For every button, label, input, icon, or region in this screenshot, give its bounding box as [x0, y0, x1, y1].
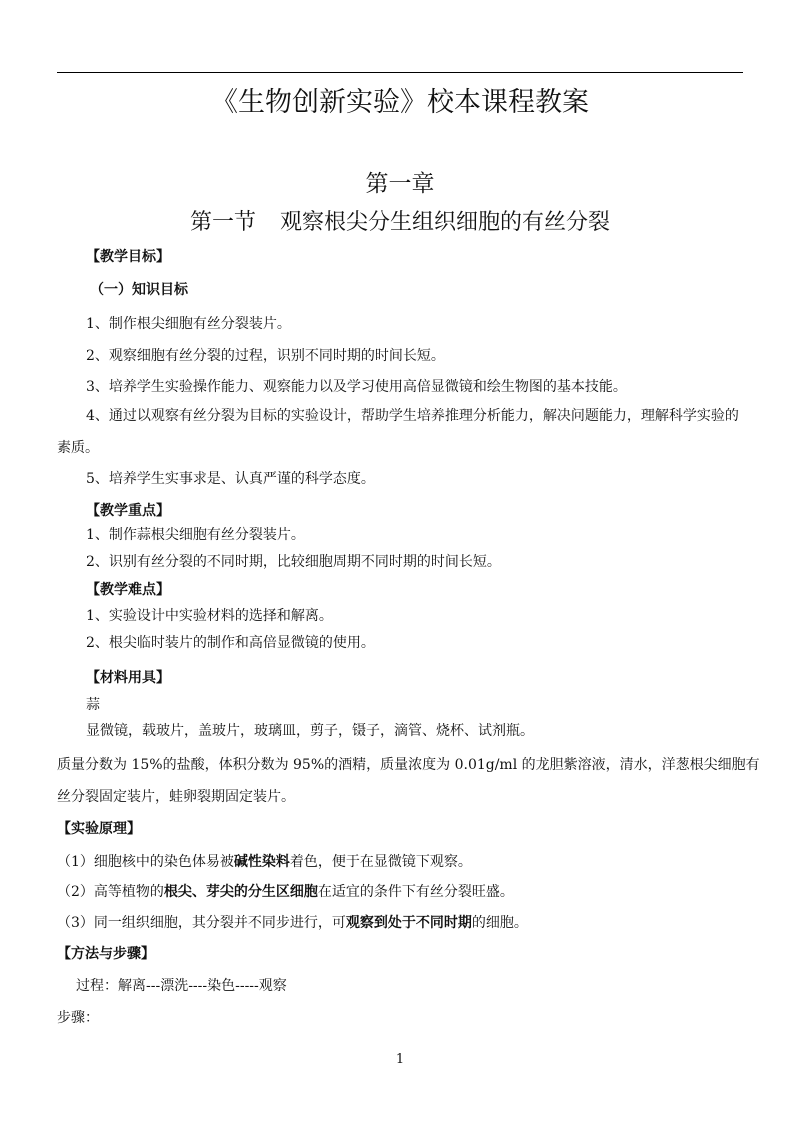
key-point-item: 1、制作蒜根尖细胞有丝分裂装片。	[86, 527, 305, 543]
page-number: 1	[395, 1052, 405, 1067]
section-number: 第一节	[189, 210, 256, 235]
materials-line: 蒜	[86, 697, 100, 713]
goal-item: 1、制作根尖细胞有丝分裂装片。	[86, 316, 291, 332]
method-process: 过程：解离---漂洗----染色-----观察	[76, 978, 287, 994]
difficulty-item: 1、实验设计中实验材料的选择和解离。	[86, 608, 333, 624]
materials-line: 质量分数为 15%的盐酸，体积分数为 95%的酒精，质量浓度为 0.01g/ml 的龙胆紫溶液，清水，洋葱根尖细胞有	[57, 757, 760, 773]
materials-line: 显微镜，载玻片，盖玻片，玻璃皿，剪子，镊子，滴管、烧杯、试剂瓶。	[86, 723, 534, 739]
method-steps: 步骤：	[57, 1010, 99, 1026]
principle-item: （1）细胞核中的染色体易被碱性染料着色，便于在显微镜下观察。	[57, 854, 472, 870]
section-title: 观察根尖分生组织细胞的有丝分裂	[280, 210, 611, 235]
difficulties-heading: 【教学难点】	[86, 582, 170, 598]
key-points-heading: 【教学重点】	[86, 503, 170, 519]
principle-item: （2）高等植物的根尖、芽尖的分生区细胞在适宜的条件下有丝分裂旺盛。	[57, 884, 514, 900]
goals-subheading: （一）知识目标	[90, 282, 188, 298]
key-point-item: 2、识别有丝分裂的不同时期，比较细胞周期不同时期的时间长短。	[86, 554, 501, 570]
materials-heading: 【材料用具】	[86, 670, 170, 686]
chapter-heading: 第一章	[365, 171, 435, 197]
materials-line: 丝分裂固定装片，蛙卵裂期固定装片。	[57, 789, 295, 805]
goal-item: 3、培养学生实验操作能力、观察能力以及学习使用高倍显微镜和绘生物图的基本技能。	[86, 379, 627, 395]
goal-item: 4、通过以观察有丝分裂为目标的实验设计，帮助学生培养推理分析能力，解决问题能力，理解科学实验的	[86, 408, 739, 424]
goal-item: 5、培养学生实事求是、认真严谨的科学态度。	[86, 471, 375, 487]
difficulty-item: 2、根尖临时装片的制作和高倍显微镜的使用。	[86, 635, 375, 651]
method-heading: 【方法与步骤】	[57, 946, 155, 962]
section-heading	[0, 205, 800, 236]
goal-item: 2、观察细胞有丝分裂的过程，识别不同时期的时间长短。	[86, 348, 445, 364]
principle-heading: 【实验原理】	[57, 821, 141, 837]
document-title: 《生物创新实验》校本课程教案	[211, 87, 589, 118]
principle-item: （3）同一组织细胞，其分裂并不同步进行，可观察到处于不同时期的细胞。	[57, 915, 528, 931]
goals-heading: 【教学目标】	[86, 249, 170, 265]
header-rule	[57, 72, 743, 73]
goal-item-continued: 素质。	[57, 440, 99, 456]
